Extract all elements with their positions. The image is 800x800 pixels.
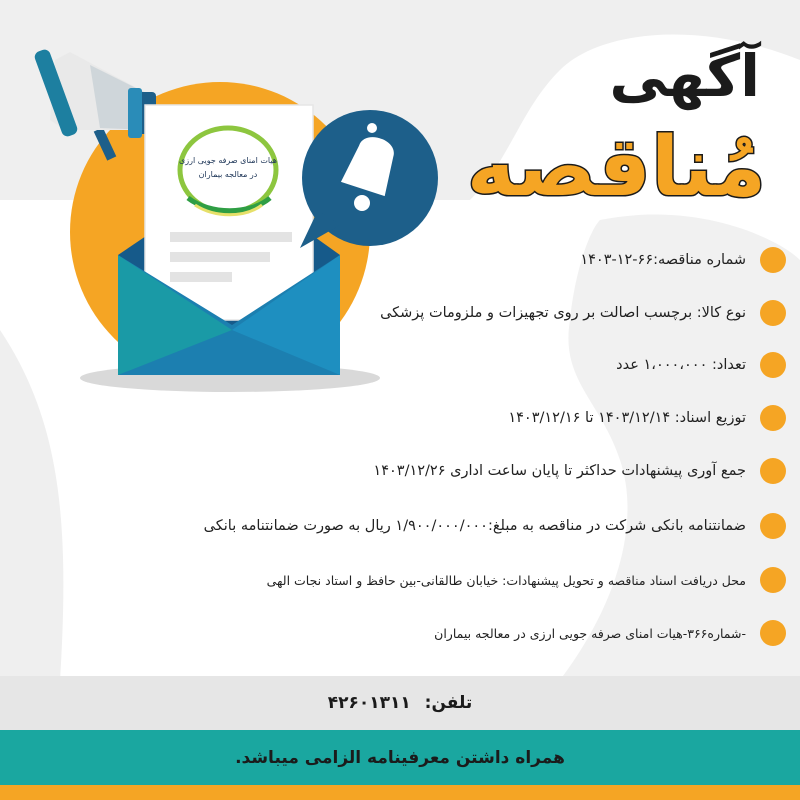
svg-text:هیات امنای صرفه جویی ارزی: هیات امنای صرفه جویی ارزی [179, 156, 277, 165]
item-text: نوع کالا: برچسب اصالت بر روی تجهیزات و ملزومات پزشکی [380, 305, 746, 321]
bullet-icon [760, 458, 786, 484]
bullet-icon [760, 405, 786, 431]
item-text: ضمانتنامه بانکی شرکت در مناقصه به مبلغ:۱/۹۰۰/۰۰۰/۰۰۰ ریال به صورت ضمانتنامه بانکی [203, 518, 746, 534]
list-item [146, 560, 786, 600]
bullet-icon [760, 300, 786, 326]
list-item [146, 345, 786, 385]
bullet-icon [760, 513, 786, 539]
title-line-1: آگهی [609, 42, 760, 110]
list-item [146, 293, 786, 333]
list-item [146, 451, 786, 491]
item-text: تعداد: ۱،۰۰۰،۰۰۰ عدد [616, 357, 746, 373]
phone-label: تلفن: [424, 693, 473, 713]
bottom-strip [0, 785, 800, 800]
footer-note-band [0, 730, 800, 785]
bullet-icon [760, 352, 786, 378]
item-text: توزیع اسناد: ۱۴۰۳/۱۲/۱۴ تا ۱۴۰۳/۱۲/۱۶ [508, 410, 746, 426]
item-text: شماره مناقصه:۶۶-۱۲-۱۴۰۳ [580, 252, 746, 268]
list-item [146, 240, 786, 280]
phone-line [328, 693, 473, 713]
item-text: محل دریافت اسناد مناقصه و تحویل پیشنهادات: خیابان طالقانی-بین حافظ و استاد نجات الهی [266, 572, 746, 588]
list-item [146, 613, 786, 653]
bullet-icon [760, 620, 786, 646]
svg-text:در معالجه بیماران: در معالجه بیماران [198, 170, 258, 179]
bullet-icon [760, 567, 786, 593]
list-item [146, 398, 786, 438]
bullet-icon [760, 247, 786, 273]
phone-band [0, 676, 800, 730]
item-text: -شماره۳۶۶-هیات امنای صرفه جویی ارزی در معالجه بیماران [434, 625, 746, 641]
list-item [146, 506, 786, 546]
title-line-2: مُناقصه [466, 120, 766, 215]
item-text: جمع آوری پیشنهادات حداکثر تا پایان ساعت اداری ۱۴۰۳/۱۲/۲۶ [373, 463, 746, 479]
phone-number: ۴۲۶۰۱۳۱۱ [327, 693, 411, 713]
footer-note: همراه داشتن معرفینامه الزامی میباشد. [235, 747, 565, 768]
